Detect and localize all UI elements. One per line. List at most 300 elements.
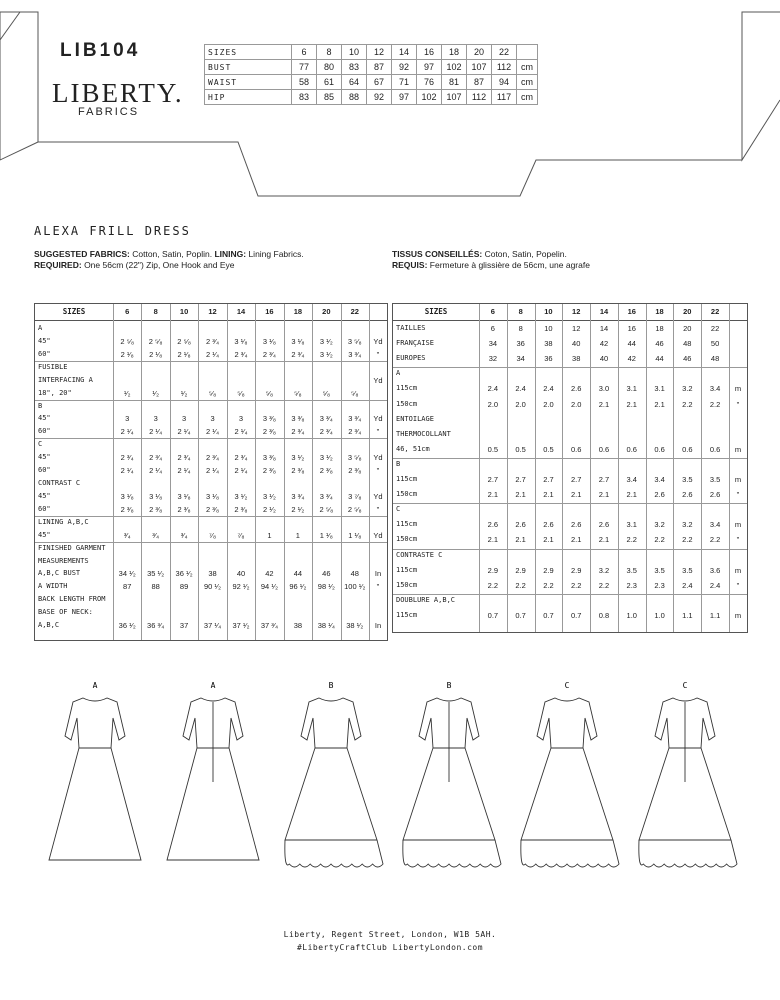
required-label: REQUIRED: (34, 260, 82, 270)
unit-cell: " (376, 427, 380, 437)
value-cell: 46 (683, 354, 692, 364)
value-cell: 3.6 (709, 565, 721, 575)
size-cell: 18 (442, 45, 467, 60)
row-label: B (38, 401, 43, 410)
size-cell: 77 (292, 60, 317, 75)
value-cell: 3.4 (626, 475, 637, 484)
value-cell: 2 ³⁄₄ (234, 453, 248, 463)
unit-cell: m (734, 610, 742, 620)
value-cell: 0.6 (570, 444, 582, 454)
dress-outline (285, 698, 377, 840)
value-cell: 88 (151, 582, 160, 592)
value-cell: 38 (293, 621, 303, 631)
value-cell: 44 (293, 569, 303, 579)
value-cell: 96 ¹⁄₂ (289, 582, 307, 592)
unit-cell: " (376, 582, 380, 592)
value-cell: 32 (488, 354, 498, 364)
unit-cell: In (374, 621, 382, 631)
unit-cell: " (736, 535, 740, 545)
value-cell: 42 (599, 339, 609, 349)
unit-cell: m (734, 475, 742, 484)
value-cell: 40 (599, 354, 609, 364)
header-size: 12 (572, 307, 581, 316)
value-cell: 0.5 (515, 444, 526, 454)
value-cell: 35 ¹⁄₂ (147, 569, 165, 579)
value-cell: 2.4 (515, 384, 526, 394)
header-size: 10 (179, 307, 189, 316)
value-cell: 2 ³⁄₄ (291, 427, 305, 437)
dress-outline (49, 698, 141, 860)
dress-view-label: C (564, 681, 570, 690)
value-cell: 3.0 (598, 384, 610, 394)
value-cell: 2.2 (682, 399, 693, 409)
value-cell: 1 ¹⁄₈ (319, 530, 333, 540)
dress-drawing-front (521, 698, 619, 867)
row-label: 46, 51cm (396, 444, 430, 453)
row-label: 115cm (396, 565, 418, 574)
value-cell: 3 ¹⁄₈ (120, 491, 134, 501)
value-cell: 3 ¹⁄₂ (262, 491, 276, 501)
value-cell: 2.1 (570, 535, 582, 545)
value-cell: 3.2 (598, 565, 610, 575)
row-divider (393, 458, 747, 459)
size-cell: 58 (292, 75, 317, 90)
value-cell: 2 ³⁄₄ (149, 453, 163, 463)
value-cell: 3 ⁷⁄₈ (348, 491, 362, 501)
value-cell: ⁵⁄₈ (294, 388, 302, 398)
value-cell: 0.6 (626, 444, 637, 454)
header-size: 22 (350, 307, 359, 316)
value-cell: 2.2 (709, 399, 721, 409)
size-cell: 81 (442, 75, 467, 90)
value-cell: 2.1 (487, 535, 499, 545)
size-cell: 92 (367, 90, 392, 105)
row-label: 150cm (396, 535, 418, 544)
row-divider (393, 594, 747, 595)
value-cell: 3.1 (654, 384, 665, 394)
hem-frill (285, 840, 383, 867)
row-label: FINISHED GARMENT (38, 543, 106, 552)
size-row (205, 60, 538, 75)
value-cell: 2.6 (682, 490, 693, 500)
unit-cell: m (734, 520, 742, 530)
row-label: 150cm (396, 399, 418, 408)
value-cell: 2.2 (598, 580, 610, 590)
value-cell: 3.1 (626, 384, 637, 394)
value-cell: 2 ¹⁄₈ (149, 349, 163, 359)
value-cell: 0.7 (487, 610, 499, 620)
unit-cell: " (376, 466, 380, 476)
value-cell: 2.2 (487, 580, 499, 590)
value-cell: 2.9 (543, 565, 554, 575)
value-cell: 3.4 (709, 520, 721, 530)
row-label: 115cm (396, 384, 418, 393)
fabric-info-french (392, 249, 590, 271)
value-cell: 2 ³⁄₈ (262, 427, 276, 437)
header-size: 10 (544, 307, 553, 316)
value-cell: 2.1 (543, 490, 554, 500)
value-cell: 2.2 (654, 535, 665, 545)
size-cell: 8 (317, 45, 342, 60)
value-cell: 98 ¹⁄₂ (317, 582, 335, 592)
header-size: 22 (710, 307, 720, 316)
value-cell: ¹⁄₂ (152, 388, 159, 398)
row-label: 60" (38, 349, 51, 358)
row-label: 150cm (396, 580, 418, 589)
value-cell: 2 ³⁄₈ (291, 466, 305, 476)
value-cell: 2.1 (654, 399, 665, 409)
value-cell: 2 ¹⁄₄ (149, 466, 163, 476)
header-size: 8 (153, 307, 158, 316)
value-cell: 2 ³⁄₈ (177, 504, 191, 514)
size-cell: 10 (342, 45, 367, 60)
size-unit (517, 45, 538, 60)
size-cell: 112 (492, 60, 517, 75)
value-cell: 3.5 (626, 565, 637, 575)
value-cell: 3.4 (654, 475, 665, 484)
row-label: 115cm (396, 520, 418, 529)
value-cell: 90 ¹⁄₂ (204, 582, 222, 592)
value-cell: ⁷⁄₈ (237, 530, 245, 540)
value-cell: 1.0 (626, 610, 637, 620)
value-cell: 3 (210, 414, 215, 424)
dress-drawing-front (49, 698, 141, 860)
value-cell: ⁵⁄₈ (237, 388, 245, 398)
value-cell: 92 ¹⁄₂ (232, 582, 250, 592)
value-cell: 2 ³⁄₄ (319, 427, 333, 437)
size-cell: 76 (417, 75, 442, 90)
value-cell: 50 (710, 339, 720, 349)
value-cell: 10 (544, 324, 553, 333)
value-cell: 37 ¹⁄₂ (232, 621, 250, 631)
value-cell: 42 (265, 569, 274, 579)
size-cell: 102 (442, 60, 467, 75)
value-cell: 1.1 (709, 610, 721, 620)
row-label: A (396, 369, 401, 378)
unit-cell: Yd (373, 336, 383, 346)
fabrics-value: Cotton, Satin, Poplin. (129, 249, 215, 259)
size-row (205, 90, 538, 105)
value-cell: 2 ¹⁄₄ (149, 427, 163, 437)
value-cell: 2 ⁵⁄₈ (347, 504, 362, 514)
row-label: 60" (38, 466, 51, 475)
unit-cell: " (376, 504, 380, 514)
unit-cell: " (736, 399, 740, 409)
value-cell: 3 ⁵⁄₈ (347, 336, 362, 346)
value-cell: 0.6 (598, 444, 610, 454)
size-cell: 83 (292, 90, 317, 105)
header-size: 16 (265, 307, 274, 316)
value-cell: 2.1 (570, 490, 582, 500)
value-cell: 3.5 (709, 475, 721, 484)
dress-drawing-front (285, 698, 383, 867)
row-label: CONTRASTE C (396, 550, 443, 559)
value-cell: ⁷⁄₈ (209, 530, 217, 540)
value-cell: 3 (182, 414, 187, 424)
value-cell: 3 ³⁄₄ (291, 491, 305, 501)
value-cell: 0.6 (709, 444, 721, 454)
size-cell: 6 (292, 45, 317, 60)
value-cell: 3 ¹⁄₈ (234, 336, 248, 346)
size-cell: 107 (467, 60, 492, 75)
brand-subtitle: FABRICS (78, 106, 140, 118)
size-row (205, 75, 538, 90)
value-cell: 89 (179, 582, 189, 592)
value-cell: 0.5 (543, 444, 554, 454)
row-divider (35, 542, 387, 543)
metric-yardage-table (392, 303, 748, 633)
requis-value: Fermeture à glissière de 56cm, une agrafe (427, 260, 590, 270)
header-size: 6 (125, 307, 130, 316)
row-label: A (38, 324, 43, 332)
row-divider (393, 503, 747, 504)
value-cell: 36 ³⁄₄ (147, 621, 165, 631)
row-divider (35, 438, 387, 439)
row-divider (35, 361, 387, 362)
unit-cell: m (734, 444, 742, 454)
value-cell: 87 (123, 582, 132, 592)
value-cell: 0.7 (543, 610, 554, 620)
row-label: 45" (38, 414, 51, 423)
header-size: 18 (293, 307, 303, 316)
value-cell: 2 ¹⁄₄ (206, 427, 220, 437)
value-cell: ⁵⁄₈ (208, 388, 217, 398)
brand-logo: LIBERTY. (52, 78, 184, 108)
footer-address: Liberty, Regent Street, London, W1B 5AH. (283, 930, 497, 939)
row-label: 60" (38, 427, 51, 436)
row-label: 115cm (396, 475, 418, 483)
value-cell: 3 ¹⁄₂ (319, 349, 333, 359)
hem-frill (639, 840, 737, 867)
value-cell: 3 ¹⁄₈ (149, 491, 163, 501)
unit-cell: " (736, 490, 740, 500)
header-size: 14 (236, 307, 246, 316)
value-cell: 3 ³⁄₄ (348, 349, 362, 359)
value-cell: 34 ¹⁄₂ (118, 569, 136, 579)
row-label: 45" (38, 491, 51, 500)
value-cell: 2.1 (598, 399, 610, 409)
row-label: TAILLES (396, 324, 426, 332)
row-label: MEASUREMENTS (38, 556, 89, 565)
row-label: CONTRAST C (38, 479, 81, 487)
size-cell: 107 (442, 90, 467, 105)
row-label: 115cm (396, 610, 418, 619)
dress-view-label: A (92, 681, 98, 690)
row-label: C (396, 505, 401, 514)
value-cell: 2.7 (515, 475, 526, 484)
value-cell: 3 ³⁄₈ (262, 453, 276, 463)
value-cell: 38 (572, 354, 581, 364)
header-size: 20 (683, 307, 692, 316)
dress-drawing-back (167, 698, 259, 860)
value-cell: ³⁄₄ (152, 530, 160, 540)
value-cell: 3 ¹⁄₈ (291, 336, 305, 346)
value-cell: 2.2 (682, 535, 693, 545)
value-cell: 34 (488, 339, 498, 349)
value-cell: 3 ³⁄₄ (319, 414, 333, 424)
value-cell: 2.6 (570, 384, 582, 394)
size-cell: 80 (317, 60, 342, 75)
size-cell: 102 (417, 90, 442, 105)
value-cell: 2.6 (515, 520, 526, 530)
product-title: ALEXA FRILL DRESS (34, 224, 191, 238)
unit-cell: m (734, 565, 742, 575)
dress-outline (521, 698, 613, 840)
dress-view-label: C (682, 681, 688, 690)
required-value: One 56cm (22") Zip, One Hook and Eye (81, 260, 235, 270)
value-cell: 3 ¹⁄₂ (319, 453, 333, 463)
size-cell: 92 (392, 60, 417, 75)
hem-frill (521, 840, 619, 867)
value-cell: 2 ³⁄₄ (234, 349, 248, 359)
value-cell: 44 (655, 354, 664, 364)
row-label: FRANÇAISE (396, 339, 434, 348)
value-cell: 8 (518, 324, 523, 333)
header-size: 14 (599, 307, 609, 316)
value-cell: 2.9 (487, 565, 499, 575)
value-cell: 3 ¹⁄₂ (319, 336, 333, 346)
value-cell: 2.7 (543, 475, 554, 484)
header-size: 8 (518, 307, 523, 316)
value-cell: 2 ³⁄₈ (205, 504, 220, 514)
pattern-code: LIB104 (60, 40, 141, 61)
value-cell: 2.7 (598, 475, 610, 484)
value-cell: ⁵⁄₈ (351, 388, 359, 398)
value-cell: 2.4 (487, 384, 499, 394)
value-cell: 38 ¹⁄₂ (346, 621, 364, 631)
value-cell: 2.1 (598, 535, 610, 545)
fabrics-label: SUGGESTED FABRICS: (34, 249, 130, 259)
value-cell: 2 ¹⁄₈ (120, 349, 134, 359)
size-row-label: SIZES (205, 45, 292, 60)
value-cell: 3 ³⁄₄ (348, 414, 362, 424)
value-cell: 20 (683, 324, 692, 333)
value-cell: 37 ¹⁄₄ (203, 621, 222, 631)
value-cell: 2.2 (626, 535, 637, 545)
row-label: 18", 20" (38, 388, 72, 397)
row-label: 45" (38, 530, 51, 539)
value-cell: 2.6 (570, 520, 582, 530)
row-label: THERMOCOLLANT (396, 429, 451, 438)
row-label: 60" (38, 504, 51, 513)
value-cell: 2.7 (487, 475, 499, 484)
size-cell: 20 (467, 45, 492, 60)
value-cell: 36 ¹⁄₂ (118, 621, 136, 631)
value-cell: 2 ³⁄₈ (348, 466, 362, 476)
size-cell: 83 (342, 60, 367, 75)
value-cell: 2.4 (709, 580, 721, 590)
row-label: DOUBLURE A,B,C (396, 595, 456, 604)
size-cell: 94 (492, 75, 517, 90)
value-cell: 3 ¹⁄₂ (291, 453, 305, 463)
value-cell: 2 ³⁄₈ (149, 504, 163, 514)
unit-cell: Yd (373, 453, 383, 463)
value-cell: 2 ³⁄₄ (206, 453, 220, 463)
value-cell: 2 ¹⁄₂ (291, 504, 305, 514)
value-cell: 40 (236, 569, 246, 579)
value-cell: 3.2 (654, 520, 665, 530)
value-cell: 3 ¹⁄₈ (177, 491, 191, 501)
value-cell: 18 (655, 324, 664, 333)
header-size: 20 (322, 307, 331, 316)
value-cell: 2.9 (515, 565, 526, 575)
value-cell: 2.7 (570, 475, 582, 484)
value-cell: 3.5 (654, 565, 665, 575)
value-cell: 2 ¹⁄₄ (177, 427, 191, 437)
size-unit: cm (517, 90, 538, 105)
value-cell: 2.3 (626, 580, 637, 590)
value-cell: 2 ³⁄₄ (177, 453, 191, 463)
value-cell: 37 (179, 621, 189, 631)
value-cell: 2 ⁵⁄₈ (148, 336, 163, 346)
header-sizes-label: SIZES (424, 307, 448, 316)
value-cell: 36 ¹⁄₂ (175, 569, 193, 579)
value-cell: 2 ³⁄₄ (291, 349, 305, 359)
size-cell: 22 (492, 45, 517, 60)
value-cell: 2.1 (598, 490, 610, 500)
value-cell: 38 ¹⁄₄ (317, 621, 335, 631)
value-cell: 3 ⁵⁄₈ (347, 453, 362, 463)
value-cell: 38 (544, 339, 553, 349)
value-cell: 2 ³⁄₈ (319, 466, 333, 476)
size-row-label: HIP (205, 90, 292, 105)
fabrics-fr-value: Coton, Satin, Popelin. (482, 249, 567, 259)
unit-cell: m (734, 384, 742, 394)
value-cell: 100 ¹⁄₂ (344, 582, 366, 592)
size-cell: 112 (467, 90, 492, 105)
value-cell: 2.1 (487, 490, 499, 500)
row-label: A,B,C BUST (38, 569, 81, 578)
value-cell: 2.6 (598, 520, 610, 530)
size-cell: 85 (317, 90, 342, 105)
size-cell: 12 (367, 45, 392, 60)
value-cell: 42 (627, 354, 636, 364)
value-cell: 2.6 (543, 520, 554, 530)
value-cell: 2.1 (626, 490, 637, 500)
unit-cell: Yd (373, 414, 383, 424)
value-cell: 3 (125, 414, 130, 424)
value-cell: 2.2 (515, 580, 526, 590)
value-cell: 2 ³⁄₈ (262, 466, 276, 476)
value-cell: 0.6 (654, 444, 665, 454)
value-cell: 3.2 (682, 520, 693, 530)
value-cell: 40 (572, 339, 581, 349)
header-size: 12 (208, 307, 217, 316)
size-cell: 14 (392, 45, 417, 60)
value-cell: 34 (516, 354, 525, 364)
value-cell: 38 (208, 569, 217, 579)
dress-illustrations (40, 678, 750, 898)
dress-view-label: B (328, 681, 334, 690)
row-label: A,B,C (38, 621, 60, 630)
size-cell: 61 (317, 75, 342, 90)
value-cell: 3.1 (626, 520, 637, 530)
value-cell: 46 (322, 569, 331, 579)
size-row-label: BUST (205, 60, 292, 75)
fabric-info-english (34, 249, 304, 271)
value-cell: 6 (490, 324, 495, 333)
value-cell: 2.2 (570, 580, 582, 590)
requis-label: REQUIS: (392, 260, 428, 270)
value-cell: 2.6 (709, 490, 721, 500)
value-cell: 3 ³⁄₈ (291, 414, 305, 424)
header-size: 16 (627, 307, 636, 316)
value-cell: 36 (544, 354, 553, 364)
size-unit: cm (517, 60, 538, 75)
row-label: LINING A,B,C (38, 517, 89, 526)
value-cell: 2.1 (515, 535, 526, 545)
size-cell: 97 (417, 60, 442, 75)
